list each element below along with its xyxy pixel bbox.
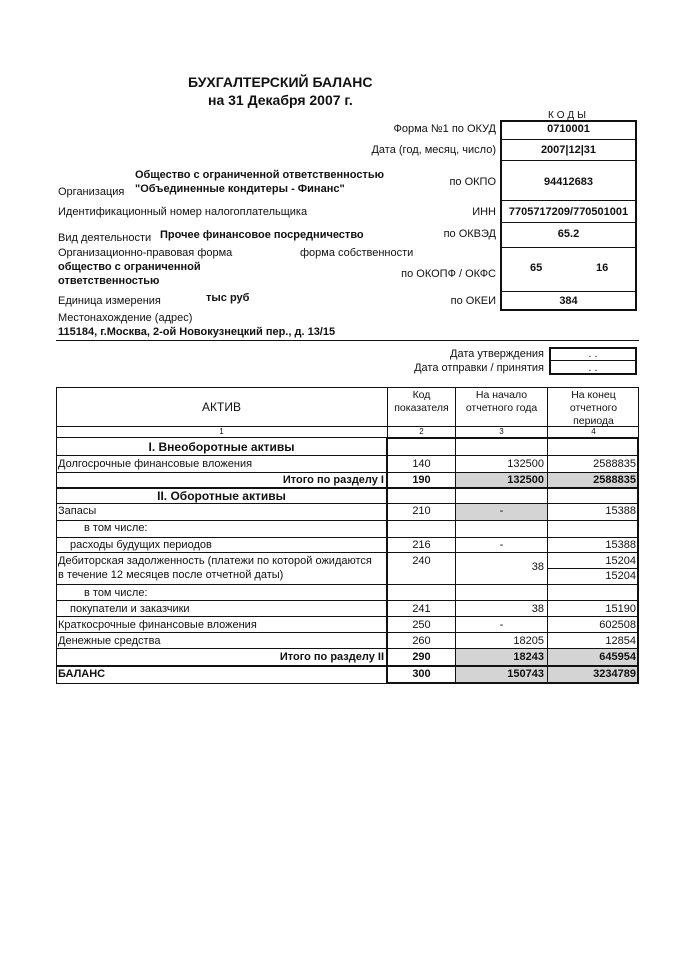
unit-label: Единица измерения [58, 295, 161, 307]
row-start: 132500 [507, 458, 544, 470]
section2-title: II. Оборотные активы [157, 489, 286, 503]
row-end: 15388 [605, 539, 636, 551]
okpo-value: 94412683 [544, 176, 593, 188]
row-code: 240 [412, 555, 431, 567]
approval-label: Дата утверждения [450, 348, 544, 360]
inn-text: Идентификационный номер налогоплательщика [58, 206, 308, 218]
row-subheading: в том числе: [84, 522, 148, 534]
row-code: 260 [412, 635, 431, 647]
row-end: 602508 [599, 619, 636, 631]
okud-value: 0710001 [547, 123, 590, 135]
document-subtitle: на 31 Декабря 2007 г. [208, 92, 353, 108]
sent-label: Дата отправки / принятия [414, 362, 544, 374]
row-name: Денежные средства [58, 635, 161, 647]
row-name: Долгосрочные финансовые вложения [58, 458, 253, 470]
row-subheading: в том числе: [84, 587, 148, 599]
row-start: 38 [531, 561, 544, 573]
col-number-2: 2 [419, 427, 424, 436]
legal-form-label: Организационно-правовая форма [58, 247, 233, 259]
date-value: 2007|12|31 [540, 144, 597, 156]
activity-value: Прочее финансовое посредничество [160, 229, 364, 241]
row-name: покупатели и заказчики [70, 603, 190, 615]
legal-form-line2: ответственностью [58, 275, 160, 287]
date-label: Дата (год, месяц, число) [371, 144, 496, 156]
okei-value: 384 [559, 295, 578, 307]
row-code: 140 [412, 458, 431, 470]
row-end: 12854 [605, 635, 636, 647]
header-code-line2: показателя [394, 402, 449, 414]
inn-label: ИНН [472, 206, 496, 218]
col-number-3: 3 [499, 427, 504, 436]
org-name-line1: Общество с ограниченной ответственностью [135, 169, 384, 181]
row-start: 132500 [507, 474, 544, 486]
okved-label: по ОКВЭД [443, 228, 496, 240]
section1-title: I. Внеоборотные активы [148, 440, 295, 454]
okei-label: по ОКЕИ [450, 295, 496, 307]
header-start-line2: отчетного года [465, 402, 538, 414]
row-end: 2588835 [593, 474, 636, 486]
row-total-name: Итого по разделу II [279, 651, 384, 663]
row-name: Дебиторская задолженность (платежи по которой ожидаются [58, 555, 372, 567]
location-label: Местонахождение (адрес) [58, 312, 193, 324]
header-end-line3: периода [573, 415, 614, 427]
row-start: - [499, 539, 504, 551]
row-end: 15190 [605, 603, 636, 615]
row-balance-name: БАЛАНС [58, 668, 106, 680]
row-code: 300 [412, 668, 431, 680]
row-name: Запасы [58, 505, 97, 517]
row-total-name: Итого по разделу I [282, 474, 384, 486]
row-name-line2: в течение 12 месяцев после отчетной даты) [58, 569, 284, 581]
row-end: 645954 [599, 651, 636, 663]
unit-value: тыс руб [206, 292, 250, 304]
address: 115184, г.Москва, 2-ой Новокузнецкий пер., д. 13/15 [58, 326, 336, 338]
row-code: 210 [412, 505, 431, 517]
row-end: 15204 [605, 555, 636, 567]
ownership-label: форма собственности [300, 247, 414, 259]
okpo-label: по ОКПО [449, 176, 496, 188]
sent-value: . . [588, 362, 598, 374]
activity-label: Вид деятельности [58, 232, 152, 244]
row-start: - [499, 505, 504, 517]
row-end-line2: 15204 [605, 570, 636, 582]
header-end-line2: отчетного [569, 402, 618, 414]
header-aktiv: АКТИВ [202, 400, 241, 414]
org-label: Организация [58, 186, 125, 198]
row-end: 3234789 [593, 668, 636, 680]
document-title: БУХГАЛТЕРСКИЙ БАЛАНС [188, 74, 373, 90]
row-end: 15388 [605, 505, 636, 517]
okopf-label: по ОКОПФ / ОКФС [401, 268, 496, 280]
header-start-line1: На начало [475, 389, 528, 401]
row-start: 38 [531, 603, 544, 615]
okopf-value: 65 [530, 262, 543, 274]
okved-value: 65.2 [557, 228, 580, 240]
row-start: - [499, 619, 504, 631]
row-start: 150743 [507, 668, 544, 680]
okud-label: Форма №1 по ОКУД [393, 123, 496, 135]
legal-form-line1: общество с ограниченной [58, 261, 201, 273]
okfs-value: 16 [596, 262, 609, 274]
row-code: 250 [412, 619, 431, 631]
row-code: 241 [412, 603, 431, 615]
row-code: 290 [412, 651, 431, 663]
approval-value: . . [588, 348, 598, 360]
row-code: 190 [412, 474, 431, 486]
row-code: 216 [412, 539, 431, 551]
inn-value: 7705717209/770501001 [508, 206, 629, 218]
header-end-line1: На конец [571, 389, 616, 401]
org-name-line2: "Объединенные кондитеры - Финанс" [135, 183, 345, 195]
row-start: 18243 [513, 651, 544, 663]
codes-heading: КОДЫ [548, 110, 589, 121]
row-name: Краткосрочные финансовые вложения [58, 619, 257, 631]
col-number-1: 1 [219, 427, 224, 436]
row-start: 18205 [513, 635, 544, 647]
col-number-4: 4 [591, 427, 596, 436]
row-end: 2588835 [593, 458, 636, 470]
header-code-line1: Код [412, 389, 431, 401]
row-name: расходы будущих периодов [70, 539, 212, 551]
